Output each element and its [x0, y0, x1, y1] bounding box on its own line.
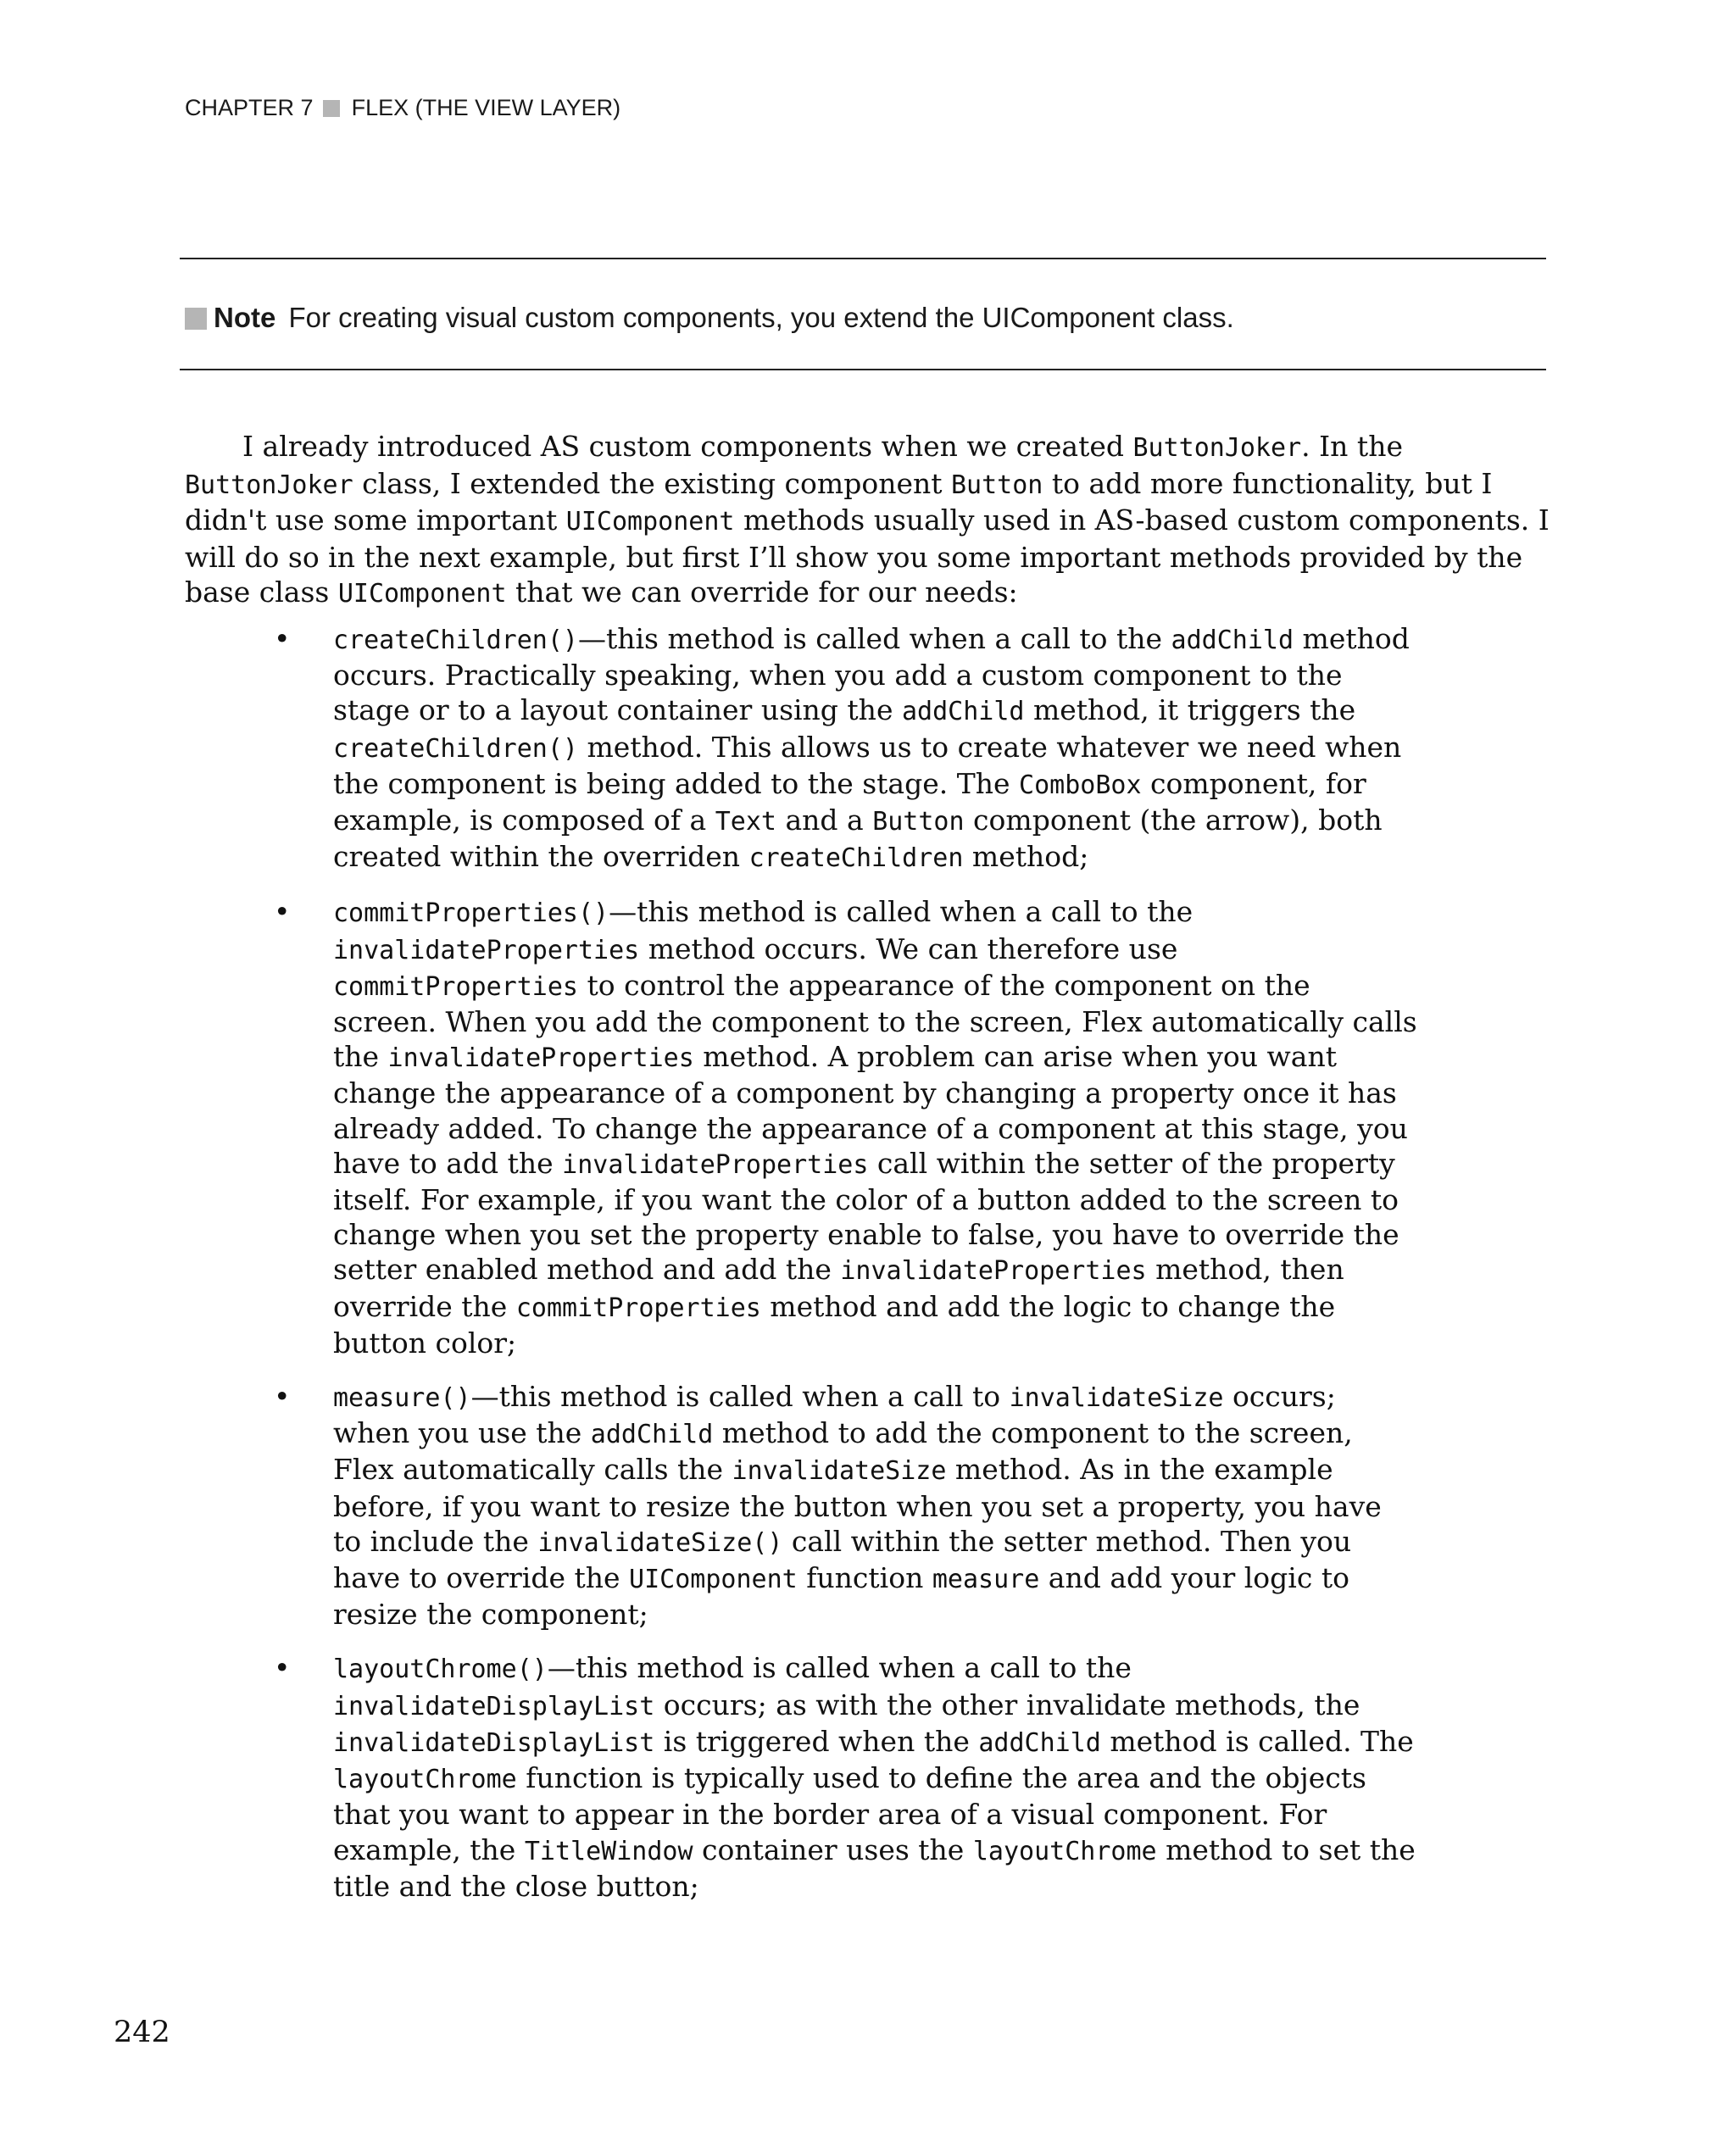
- code-uicomponent: UIComponent: [565, 507, 735, 537]
- intro-paragraph: [185, 429, 1555, 612]
- item-text: method to set the title and the close button;: [333, 1832, 1416, 1903]
- code-term: Button: [872, 807, 965, 837]
- code-term: measure: [932, 1565, 1040, 1595]
- item-text: to control the appearance of the component on the screen. When you add the component to the screen, Flex automatically calls the: [333, 968, 1417, 1074]
- item-text: component, for example, is composed of a: [333, 766, 1366, 837]
- code-term: createChildren: [748, 843, 964, 874]
- note-label: Note: [214, 302, 276, 333]
- code-buttonjoker: ButtonJoker: [185, 470, 353, 500]
- item-text: occurs; as with the other invalidate methods, the: [654, 1688, 1360, 1721]
- code-term: invalidateDisplayList: [333, 1691, 655, 1721]
- item-text: method, it triggers the: [1024, 693, 1356, 727]
- code-term: Text: [715, 807, 776, 837]
- intro-text: to add more functionality, but I didn't use some important: [185, 466, 1493, 537]
- intro-text: that we can override for our needs:: [506, 576, 1018, 609]
- item-text: method, then override the: [333, 1253, 1344, 1323]
- chapter-label: CHAPTER 7: [185, 95, 314, 120]
- page-number: 242: [114, 2016, 170, 2049]
- item-text: and a: [776, 804, 873, 837]
- code-term: layoutChrome: [972, 1836, 1157, 1866]
- code-term: invalidateProperties: [333, 935, 640, 965]
- intro-text: . In the: [1301, 430, 1403, 463]
- gray-square-icon: [323, 100, 340, 117]
- code-term: ComboBox: [1019, 770, 1142, 800]
- code-term: invalidateProperties: [562, 1149, 869, 1180]
- item-text: —this method is called when a call to the: [547, 1651, 1132, 1685]
- code-term: TitleWindow: [524, 1836, 693, 1866]
- code-term: commitProperties: [515, 1293, 761, 1323]
- bullet-icon: •: [274, 895, 291, 929]
- intro-text: methods usually used in AS-based custom components. I will do so in the next example, but first I’ll show you some important methods provided by the base class: [185, 503, 1550, 609]
- code-term: invalidateSize: [1009, 1383, 1224, 1414]
- code-term: commitProperties(): [333, 898, 609, 929]
- code-term: commitProperties: [333, 971, 578, 1002]
- item-text: method. As in the example before, if you want to resize the button when you set a property, you have to include the: [333, 1453, 1382, 1558]
- code-term: invalidateProperties: [387, 1043, 694, 1074]
- item-text: component (the arrow), both created within the overriden: [333, 804, 1383, 874]
- item-text: method occurs. Practically speaking, when you add a custom component to the stage or to a layout container using the: [333, 622, 1410, 727]
- item-text: —this method is called when a call to the: [577, 622, 1171, 655]
- item-text: method;: [963, 840, 1089, 874]
- item-text: container uses the: [693, 1832, 973, 1866]
- code-term: createChildren(): [333, 733, 578, 764]
- code-term: invalidateProperties: [840, 1256, 1147, 1287]
- item-text: method is called. The: [1100, 1724, 1414, 1758]
- code-term: addChild: [590, 1420, 714, 1450]
- code-term: addChild: [1171, 626, 1294, 655]
- list-item-layoutchrome: [274, 1650, 1418, 1903]
- code-term: createChildren(): [333, 626, 578, 655]
- list-item-measure: [274, 1379, 1418, 1632]
- intro-text: class, I extended the existing component: [353, 466, 951, 500]
- item-text: method to add the component to the screen, Flex automatically calls the: [333, 1416, 1353, 1487]
- item-text: and add your logic to resize the component;: [333, 1561, 1349, 1632]
- code-term: measure(): [333, 1383, 471, 1414]
- note-square-icon: [185, 308, 207, 330]
- item-text: is triggered when the: [654, 1724, 979, 1758]
- chapter-title: FLEX (THE VIEW LAYER): [351, 95, 621, 120]
- item-text: method and add the logic to change the button color;: [333, 1289, 1336, 1360]
- code-term: layoutChrome: [333, 1765, 517, 1795]
- code-term: UIComponent: [629, 1565, 798, 1595]
- item-text: function: [797, 1561, 932, 1595]
- item-text: function is typically used to define the area and the objects that you want to appear in the border area of a visual component. For example, the: [333, 1761, 1366, 1866]
- method-list: [274, 621, 1418, 1922]
- item-text: call within the setter of the property itself. For example, if you want the color of a button added to the screen to change when you set the property enable to false, you have to override the setter enabled method and add the: [333, 1146, 1399, 1287]
- code-button: Button: [950, 470, 1043, 500]
- bullet-icon: •: [274, 1380, 291, 1414]
- code-term: invalidateDisplayList: [333, 1727, 655, 1758]
- bullet-icon: •: [274, 622, 291, 655]
- intro-text: I already introduced AS custom components when we created: [242, 430, 1133, 463]
- note-text: For creating visual custom components, you extend the UIComponent class.: [288, 302, 1234, 333]
- item-text: method. This allows us to create whatever we need when the component is being added to the stage. The: [333, 730, 1402, 800]
- note-box: [185, 302, 1234, 334]
- code-term: invalidateSize: [732, 1456, 947, 1487]
- item-text: —this method is called when a call to the: [609, 895, 1194, 929]
- list-item-createchildren: [274, 621, 1418, 876]
- note-bottom-rule: [180, 369, 1546, 370]
- bullet-icon: •: [274, 1651, 291, 1685]
- item-text: method occurs. We can therefore use: [639, 931, 1178, 965]
- item-text: method. A problem can arise when you want change the appearance of a component by changing a property once it has already added. To change the appearance of a component at this stage, you have to add the: [333, 1040, 1408, 1180]
- code-buttonjoker: ButtonJoker: [1132, 433, 1302, 463]
- note-top-rule: [180, 258, 1546, 259]
- code-term: addChild: [901, 697, 1025, 727]
- item-text: call within the setter method. Then you have to override the: [333, 1524, 1352, 1595]
- item-text: occurs; when you use the: [333, 1380, 1336, 1450]
- list-item-commitproperties: [274, 894, 1418, 1360]
- code-term: layoutChrome(): [333, 1654, 548, 1685]
- code-term: addChild: [978, 1727, 1101, 1758]
- item-text: —this method is called when a call to: [470, 1380, 1010, 1414]
- code-term: invalidateSize(): [537, 1527, 783, 1558]
- running-header: [185, 95, 620, 121]
- code-uicomponent: UIComponent: [337, 579, 507, 609]
